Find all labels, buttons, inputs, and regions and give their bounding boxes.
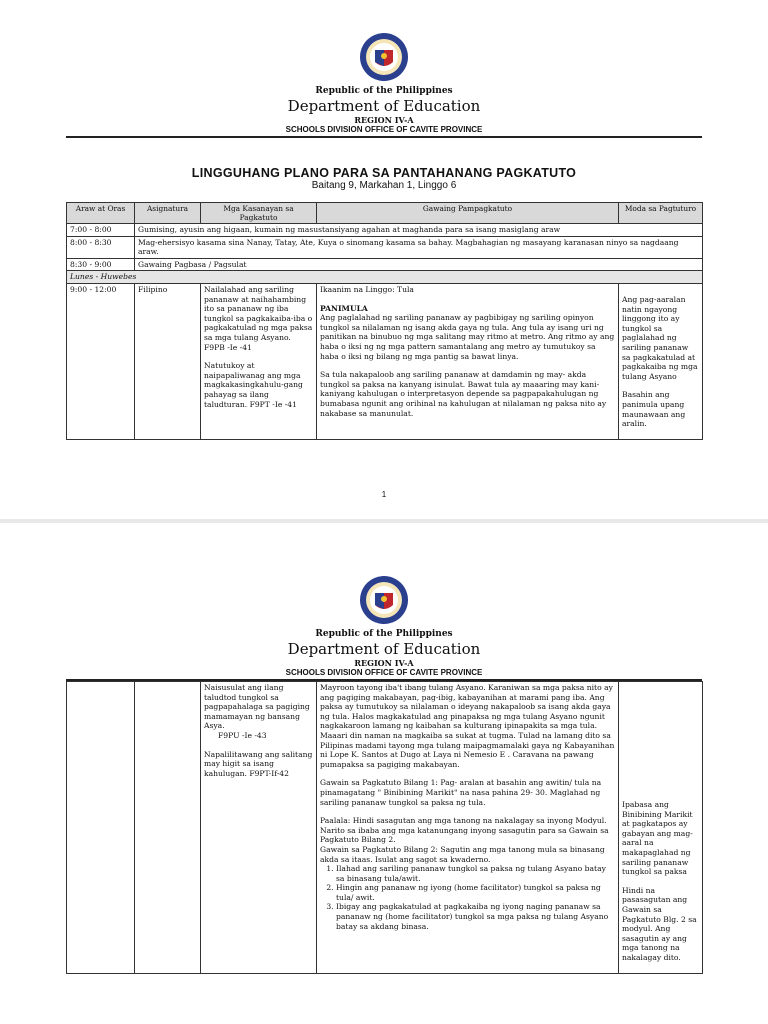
list-item: 2. Hingin ang pananaw ng iyong (home facilitator) tungkol sa paksa ng tula/ awit. xyxy=(336,883,615,902)
department-label: Department of Education xyxy=(287,640,481,658)
weekly-plan-table-continued xyxy=(66,681,703,974)
skills-cell xyxy=(201,283,317,439)
column-header: Asignatura xyxy=(135,203,201,224)
weekly-plan-table xyxy=(66,202,703,440)
moda-text: Hindi na pasasagutan ang Gawain sa Pagkatuto Blg. 2 sa modyul. Ang sasagutin ay ang mga tanong na nakalagay dito. xyxy=(622,885,697,962)
list-item: 3. Ibigay ang pagkakatulad at pagkakaiba ng iyong naging pananaw sa pananaw ng (home facilitator) tungkol sa mga paksa ng tulang Asyano batay sa akdang binasa. xyxy=(336,902,615,931)
department-label: Department of Education xyxy=(287,97,481,115)
table-row xyxy=(67,236,703,258)
moda-text: Ang pag-aaralan natin ngayong linggong ito ay tungkol sa paglalahad ng sariling pananaw sa pagkakatulad at pagkakaiba ng mga tulang Asyano xyxy=(622,294,698,381)
time-cell: 8:00 - 8:30 xyxy=(67,236,135,258)
table-row xyxy=(67,258,703,271)
activity-heading: Ikaanim na Linggo: Tula xyxy=(320,284,414,294)
skill-code: F9PU -Ie -43 xyxy=(218,730,267,740)
region-label: REGION IV-A xyxy=(354,658,414,668)
table-row xyxy=(67,283,703,439)
column-header: Moda sa Pagtuturo xyxy=(619,203,703,224)
plan-subtitle: Baitang 9, Markahan 1, Linggo 6 xyxy=(311,180,457,191)
plan-title: LINGGUHANG PLANO PARA SA PANTAHANANG PAGKATUTO xyxy=(191,166,577,180)
panimula-paragraph: Ang paglalahad ng sariling pananaw ay pagbibigay ng sariling opinyon tungkol sa nilalaman ng isang akda gaya ng tula. Ang tula ay isang uri ng panitikan na binubuo ng mga salitang may ritmo at metro. Ang ritmo ay ang haba o iksi ng ng mga pattern samantalang ang metro ay tumutukoy sa haba o iksi ng bilang ng mga pantig sa bawat linya. xyxy=(320,313,615,361)
region-label: REGION IV-A xyxy=(354,115,414,125)
subject-cell xyxy=(135,682,201,974)
activity-paragraph: Gawain sa Pagkatuto Bilang 2: Sagutin ang mga tanong mula sa binasang akda sa itaas. Isulat ang sagot sa kwaderno. xyxy=(320,844,605,864)
table-row xyxy=(67,224,703,237)
header-rule xyxy=(66,136,702,138)
page-number: 1 xyxy=(381,490,387,499)
activity-cell: Mag-ehersisyo kasama sina Nanay, Tatay, Ate, Kuya o sinomang kasama sa bahay. Magbahagian ng masayang karanasan ninyo sa nagdaang araw. xyxy=(135,236,703,258)
table-row xyxy=(67,682,703,974)
skill-text: Nailalahad ang sariling pananaw at naihahambing ito sa pananaw ng iba tungkol sa pagkakaiba-iba o pagkakatulad ng mga paksa sa mga tulang Asyano. F9PB -Ie -41 xyxy=(204,284,313,352)
time-cell: 9:00 - 12:00 xyxy=(67,283,135,439)
question-list xyxy=(320,864,615,931)
skill-text: Naisusulat ang ilang taludtod tungkol sa pagpapahalaga sa pagiging mamamayan ng bansang Asya. xyxy=(204,683,310,731)
skill-text: Natutukoy at naipapaliwanag ang mga magkakasingkahulu-gang pahayag sa ilang taludturan. F9PT -Ie -41 xyxy=(204,361,303,409)
column-header: Araw at Oras xyxy=(67,203,135,224)
moda-text: Basahin ang panimula upang maunawaan ang aralin. xyxy=(622,390,686,429)
activity-paragraph: Paalala: Hindi sasagutan ang mga tanong na nakalagay sa inyong Modyul. Narito sa ibaba ang mga katanungang inyong sasagutin para sa Gawain sa Pagkatuto Bilang 2. xyxy=(320,816,609,845)
list-item: 1. Ilahad ang sariling pananaw tungkol sa paksa ng tulang Asyano batay sa binasang tula/awit. xyxy=(336,864,615,883)
moda-cell xyxy=(619,283,703,439)
panimula-paragraph: Sa tula nakapaloob ang sariling pananaw at damdamin ng may- akda tungkol sa paksa na kanyang isinulat. Bawat tula ay maaaring may kani-kaniyang kahulugan o interpretasyon depende sa pagpapakahulugan ng bumabasa ngunit ang orihinal na kahulugan at nilalaman ng paksa nito ay nakabase sa manunulat. xyxy=(320,370,607,418)
time-cell xyxy=(67,682,135,974)
deped-seal-icon xyxy=(359,32,409,82)
column-header: Gawaing Pampagkatuto xyxy=(317,203,619,224)
column-header: Mga Kasanayan sa Pagkatuto xyxy=(201,203,317,224)
days-row xyxy=(67,271,703,284)
activity-paragraph: Gawain sa Pagkatuto Bilang 1: Pag- aralan at basahin ang awitin/ tula na pinamagatang " Binibining Marikit" na nasa pahina 29- 30. Maglahad ng sariling pananaw tungkol sa paksa ng tula. xyxy=(320,778,602,807)
table-header-row xyxy=(67,203,703,224)
republic-label: Republic of the Philippines xyxy=(315,629,453,639)
activities-cell xyxy=(317,283,619,439)
moda-cell xyxy=(619,682,703,974)
deped-seal-icon xyxy=(359,575,409,625)
time-cell: 7:00 - 8:00 xyxy=(67,224,135,237)
activity-cell: Gawaing Pagbasa / Pagsulat xyxy=(135,258,703,271)
panimula-label: PANIMULA xyxy=(320,303,368,313)
division-label: SCHOOLS DIVISION OFFICE OF CAVITE PROVINCE xyxy=(285,125,483,134)
skills-cell xyxy=(201,682,317,974)
activities-cell xyxy=(317,682,619,974)
division-label: SCHOOLS DIVISION OFFICE OF CAVITE PROVINCE xyxy=(285,668,483,677)
moda-text: Ipabasa ang Binibining Marikit at pagkatapos ay gabayan ang mag-aaral na makapaglahad ng sariling pananaw tungkol sa paksa xyxy=(622,800,693,877)
days-label: Lunes - Huwebes xyxy=(67,271,703,284)
skill-text: Napalilitawang ang salitang may higit sa isang kahulugan. F9PT-If-42 xyxy=(204,749,313,778)
subject-cell: Filipino xyxy=(135,283,201,439)
activity-cell: Gumising, ayusin ang higaan, kumain ng masustansiyang agahan at maghanda para sa isang masiglang araw xyxy=(135,224,703,237)
activity-paragraph: Mayroon tayong iba't ibang tulang Asyano. Karaniwan sa mga paksa nito ay ang pagiging makabayan, pag-ibig, kabayanihan at marami pang iba. Ang paksa ay tumutukoy sa nilalaman o ideyang nakapaloob sa isang akda gaya ng tula. Halos magkakatulad ang pinapaksa ng mga tulang Asyano ngunit nagkakaroon lamang ng kaibahan sa kulturang ipinapakita sa mga tula. Maaari din naman na magkaiba sa sukat at tugma. Tulad na lamang dito sa Pilipinas madami tayong mga tulang maipagmamalaki gaya ng Kabayanihan ni Lope K. Santos at Dugo at Laya ni Nemesio E . Caravana na pawang pumapaksa sa pagiging makabayan. xyxy=(320,683,615,769)
document-page-2 xyxy=(0,522,768,1024)
time-cell: 8:30 - 9:00 xyxy=(67,258,135,271)
republic-label: Republic of the Philippines xyxy=(315,86,453,96)
